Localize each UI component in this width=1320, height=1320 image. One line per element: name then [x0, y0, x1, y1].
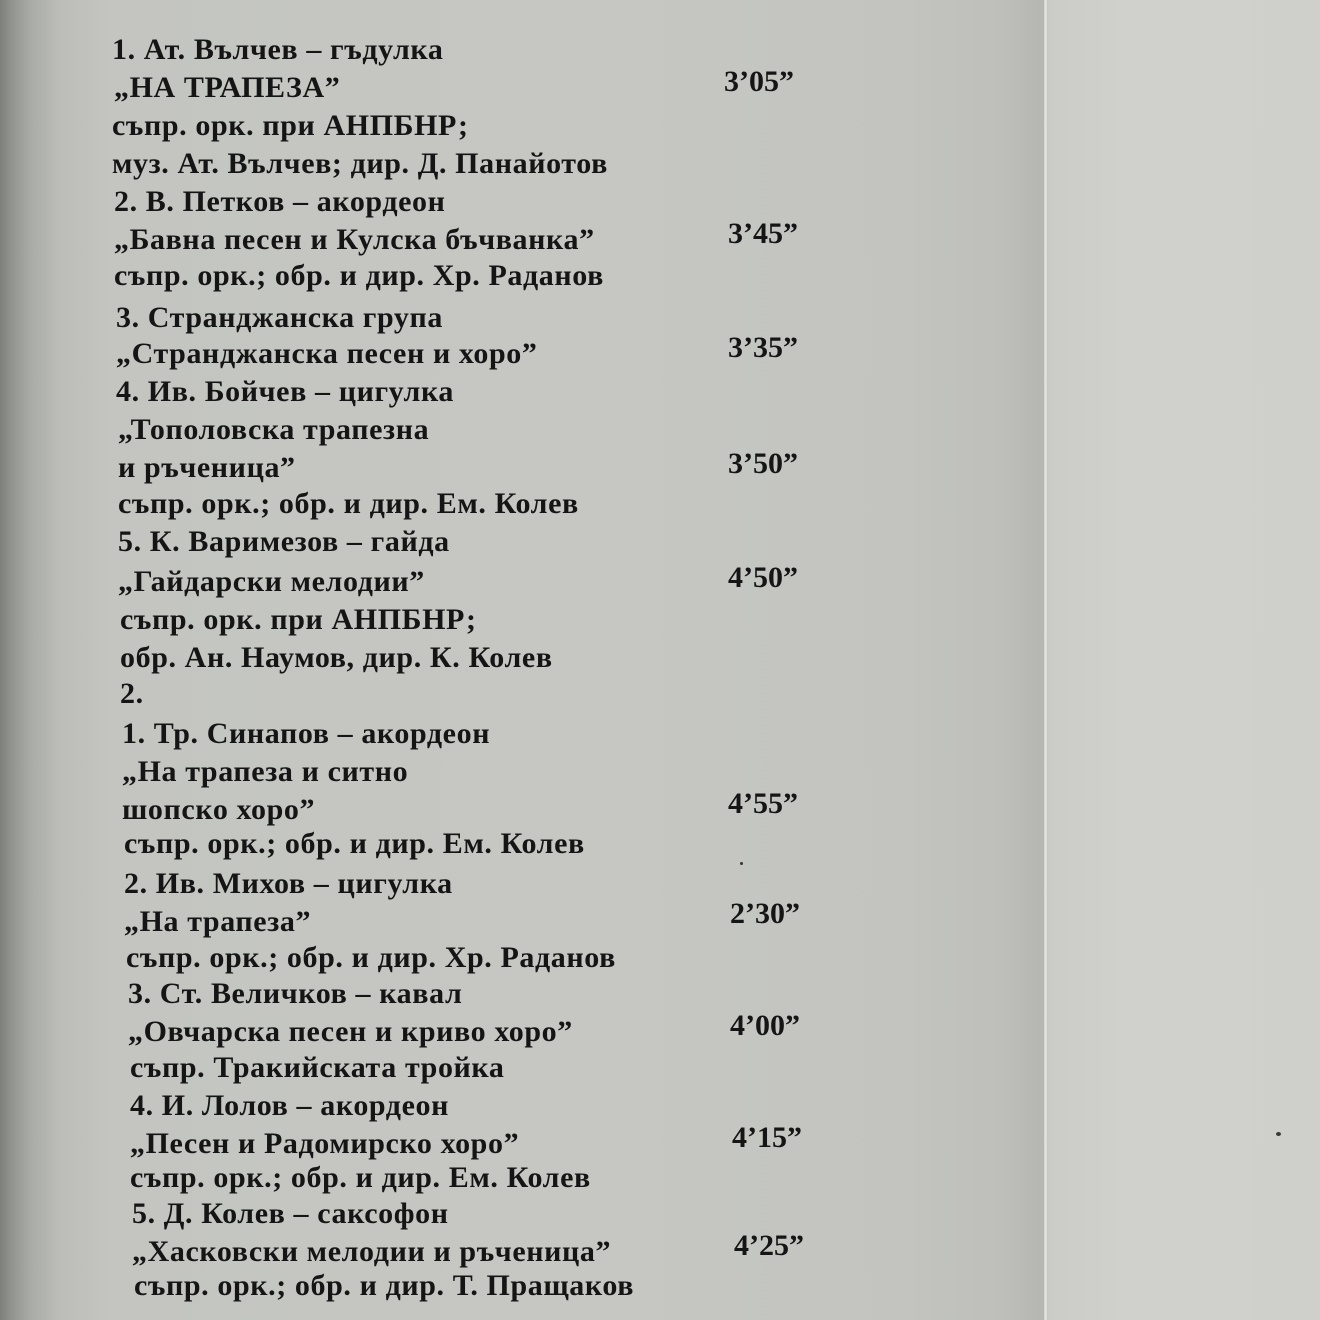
track-duration: 4’55” [728, 787, 798, 820]
track-credit: съпр. Тракийската тройка [130, 1051, 505, 1084]
track-title: „Тополовска трапезна [118, 413, 430, 446]
track-duration: 2’30” [730, 897, 800, 930]
track-duration: 3’45” [728, 217, 798, 250]
track-credit: муз. Ат. Вълчев; дир. Д. Панайотов [112, 147, 608, 180]
track-duration: 4’15” [732, 1121, 802, 1154]
track-title: „НА ТРАПЕЗА” [114, 71, 341, 104]
track-duration: 3’05” [724, 65, 794, 98]
track-header: 5. Д. Колев – саксофон [132, 1197, 449, 1230]
track-credit: съпр. орк.; обр. и дир. Хр. Раданов [114, 259, 604, 292]
track-header: 1. Ат. Вълчев – гъдулка [112, 33, 444, 66]
track-header: 5. К. Варимезов – гайда [118, 525, 450, 558]
track-duration: 4’00” [730, 1009, 800, 1042]
track-duration: 3’35” [728, 331, 798, 364]
track-title: „Бавна песен и Кулска бъчванка” [114, 223, 595, 256]
track-credit: съпр. орк. при АНПБНР; [112, 109, 469, 142]
track-credit: съпр. орк.; обр. и дир. Хр. Раданов [126, 941, 616, 974]
track-header: 3. Ст. Величков – кавал [128, 977, 463, 1010]
paper-speck [1276, 1132, 1281, 1136]
track-title: „На трапеза” [124, 905, 312, 938]
track-header: 4. Ив. Бойчев – цигулка [116, 375, 454, 408]
track-title: „Гайдарски мелодии” [118, 565, 425, 598]
side-label: 2. [120, 677, 144, 710]
track-duration: 4’50” [728, 561, 798, 594]
track-title: „Песен и Радомирско хоро” [130, 1127, 520, 1160]
track-duration: 3’50” [728, 447, 798, 480]
track-duration: 4’25” [734, 1229, 804, 1262]
track-credit: съпр. орк.; обр. и дир. Ем. Колев [118, 487, 579, 520]
track-title: „На трапеза и ситно [122, 755, 409, 788]
track-credit: съпр. орк.; обр. и дир. Ем. Колев [124, 827, 585, 860]
track-credit: съпр. орк.; обр. и дир. Ем. Колев [130, 1161, 591, 1194]
track-header: 2. В. Петков – акордеон [114, 185, 446, 218]
track-header: 2. Ив. Михов – цигулка [124, 867, 453, 900]
track-credit: съпр. орк.; обр. и дир. Т. Пращаков [134, 1269, 635, 1302]
track-header: 1. Тр. Синапов – акордеон [122, 717, 491, 750]
track-title: шопско хоро” [122, 793, 316, 826]
track-title: „Странджанска песен и хоро” [116, 337, 538, 370]
track-title: и ръченица” [118, 451, 296, 484]
insert-right-panel [1048, 0, 1320, 1320]
track-title: „Овчарска песен и криво хоро” [128, 1015, 573, 1048]
track-credit: обр. Ан. Наумов, дир. К. Колев [120, 641, 553, 674]
track-credit: съпр. орк. при АНПБНР; [120, 603, 477, 636]
track-header: 3. Странджанска група [116, 301, 443, 334]
track-header: 4. И. Лолов – акордеон [130, 1089, 449, 1122]
track-title: „Хасковски мелодии и ръченица” [132, 1235, 612, 1268]
